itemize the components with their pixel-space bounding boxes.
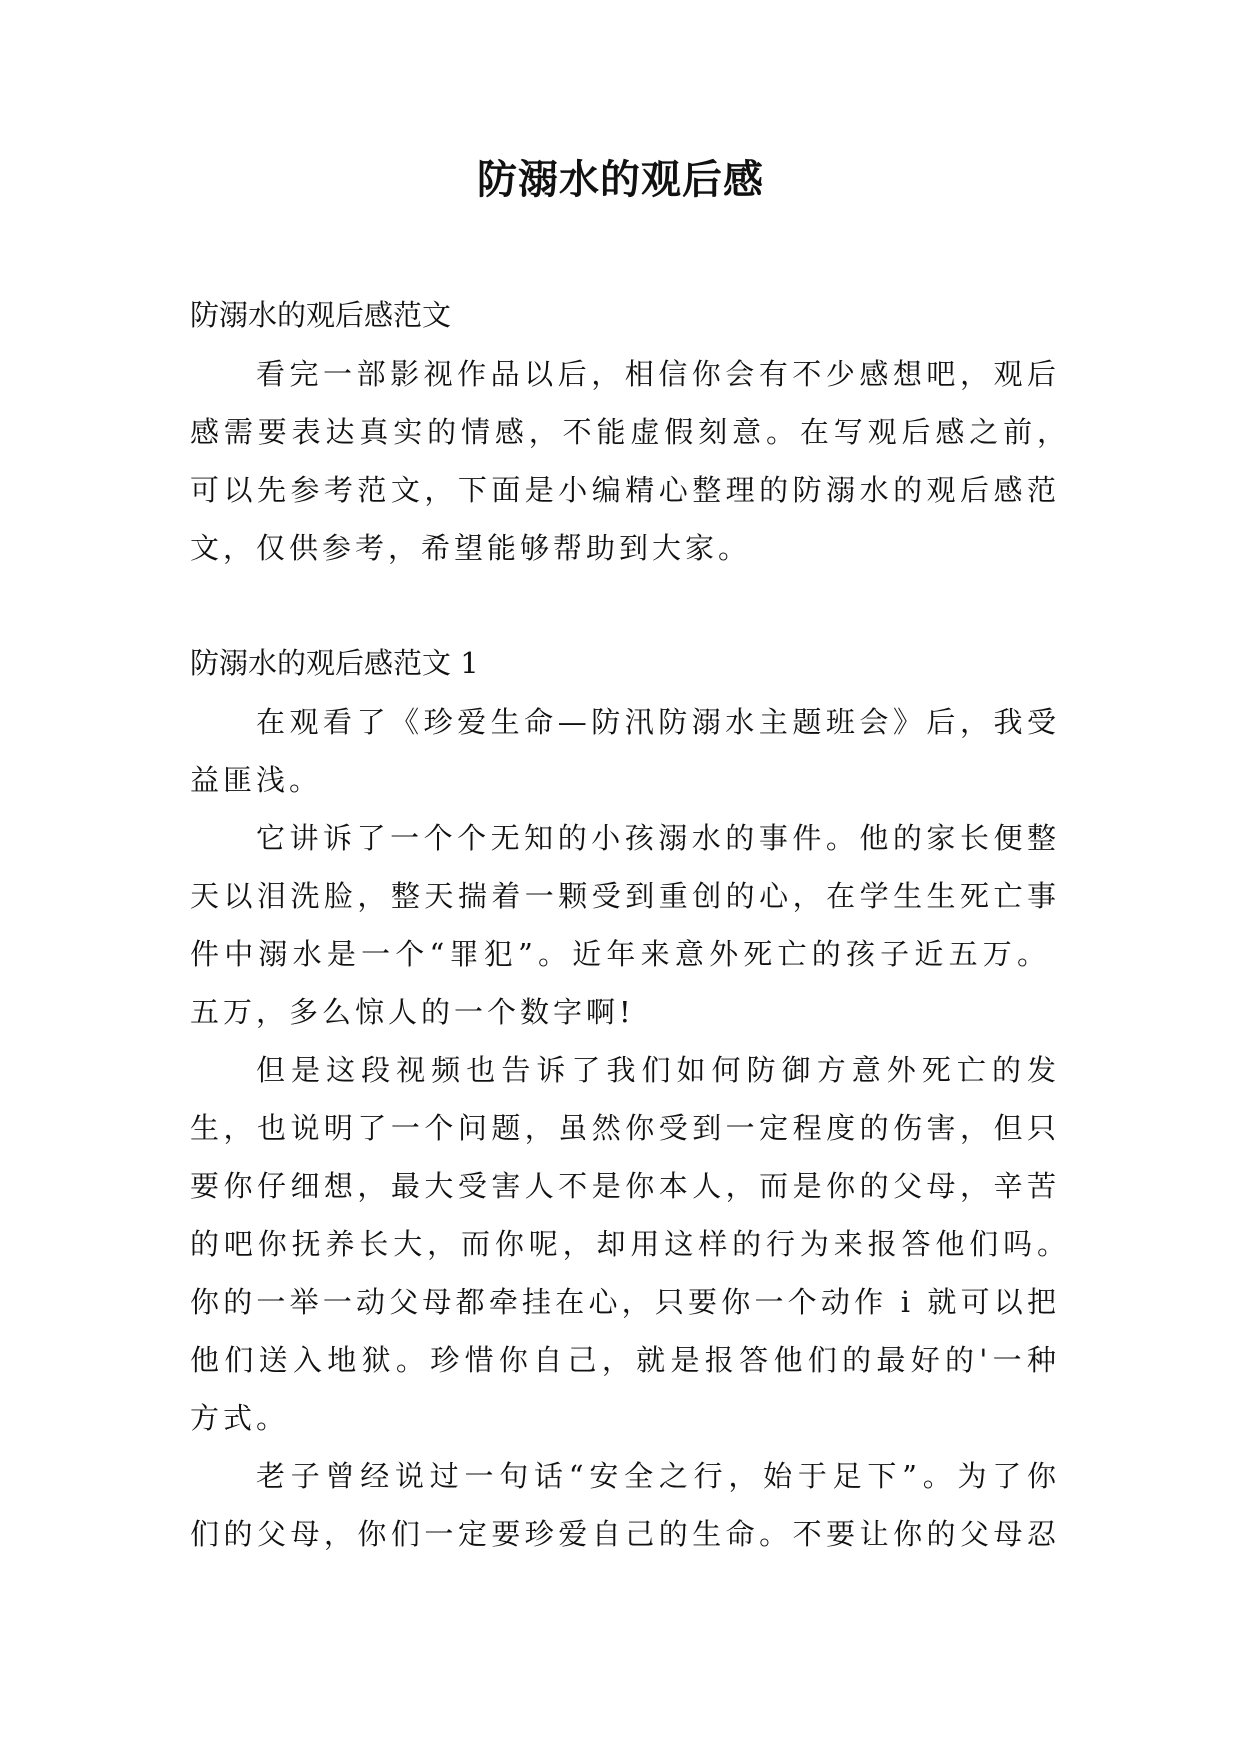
paragraph-line: 的吧你抚养长大，而你呢，却用这样的行为来报答他们吗。 <box>190 1227 1070 1261</box>
paragraph-line: 文，仅供参考，希望能够帮助到大家。 <box>190 531 752 565</box>
paragraph-line: 们的父母，你们一定要珍爱自己的生命。不要让你的父母忍 <box>190 1517 1060 1551</box>
paragraph-line: 老子曾经说过一句话“安全之行，始于足下”。为了你 <box>256 1459 1060 1493</box>
paragraph-line: 你的一举一动父母都牵挂在心，只要你一个动作 i 就可以把 <box>190 1285 1060 1319</box>
paragraph-line: 方式。 <box>190 1401 290 1435</box>
section-heading: 防溺水的观后感范文 <box>190 298 452 332</box>
paragraph-line: 他们送入地狱。珍惜你自己，就是报答他们的最好的'一种 <box>190 1343 1060 1377</box>
paragraph-line: 件中溺水是一个“罪犯”。近年来意外死亡的孩子近五万。 <box>190 937 1050 971</box>
paragraph-line: 益匪浅。 <box>190 763 323 797</box>
paragraph-line: 在观看了《珍爱生命—防汛防溺水主题班会》后，我受 <box>256 705 1060 739</box>
paragraph-line: 五万，多么惊人的一个数字啊! <box>190 995 635 1029</box>
paragraph-line: 它讲诉了一个个无知的小孩溺水的事件。他的家长便整 <box>256 821 1060 855</box>
paragraph-line: 要你仔细想，最大受害人不是你本人，而是你的父母，辛苦 <box>190 1169 1060 1203</box>
paragraph-line: 天以泪洗脸，整天揣着一颗受到重创的心，在学生生死亡事 <box>190 879 1060 913</box>
paragraph-line: 但是这段视频也告诉了我们如何防御方意外死亡的发 <box>256 1053 1060 1087</box>
document-title: 防溺水的观后感 <box>477 156 764 203</box>
paragraph-line: 可以先参考范文，下面是小编精心整理的防溺水的观后感范 <box>190 473 1060 507</box>
paragraph-line: 看完一部影视作品以后，相信你会有不少感想吧，观后 <box>256 357 1060 391</box>
paragraph-line: 感需要表达真实的情感，不能虚假刻意。在写观后感之前， <box>190 415 1070 449</box>
section-heading: 防溺水的观后感范文 1 <box>190 646 479 680</box>
paragraph-line: 生，也说明了一个问题，虽然你受到一定程度的伤害，但只 <box>190 1111 1060 1145</box>
